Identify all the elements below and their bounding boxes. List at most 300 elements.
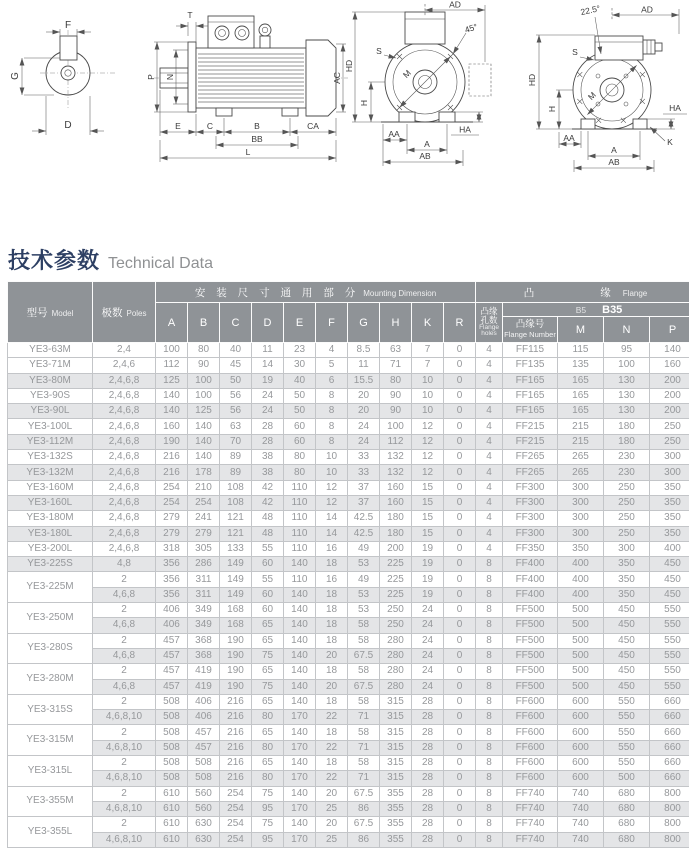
- value-cell: FF300: [503, 526, 558, 541]
- value-cell: 19: [412, 587, 444, 602]
- value-cell: 38: [252, 465, 284, 480]
- value-cell: 457: [188, 740, 220, 755]
- table-row: [8, 603, 689, 618]
- value-cell: 280: [380, 648, 412, 663]
- value-cell: 457: [188, 725, 220, 740]
- model-cell: YE3-315L: [8, 756, 93, 787]
- table-row: [8, 373, 689, 388]
- value-cell: 610: [156, 817, 188, 832]
- dim-label-hd: HD: [527, 74, 537, 86]
- value-cell: 15: [412, 495, 444, 510]
- technical-data-table: [7, 281, 689, 848]
- value-cell: 49: [348, 541, 380, 556]
- value-cell: 30: [284, 358, 316, 373]
- value-cell: 225: [380, 557, 412, 572]
- value-cell: 600: [558, 710, 604, 725]
- model-cell: YE3-280S: [8, 633, 93, 664]
- value-cell: 600: [558, 725, 604, 740]
- value-cell: 8: [476, 740, 503, 755]
- poles-cell: 4,6,8,10: [93, 740, 156, 755]
- poles-cell: 4,6,8,10: [93, 771, 156, 786]
- value-cell: 8: [476, 801, 503, 816]
- value-cell: 450: [604, 603, 650, 618]
- poles-cell: 2,4,6,8: [93, 495, 156, 510]
- table-row: [8, 756, 689, 771]
- poles-cell: 2: [93, 664, 156, 679]
- value-cell: 300: [558, 495, 604, 510]
- value-cell: 10: [316, 465, 348, 480]
- terminal-box: [595, 36, 643, 60]
- dim-label-ab: AB: [608, 157, 620, 167]
- value-cell: 8: [476, 648, 503, 663]
- value-cell: 65: [252, 633, 284, 648]
- value-cell: 170: [284, 740, 316, 755]
- dim-label-hd: HD: [344, 60, 354, 72]
- value-cell: 230: [604, 465, 650, 480]
- value-cell: FF115: [503, 343, 558, 358]
- value-cell: 315: [380, 694, 412, 709]
- value-cell: 180: [380, 526, 412, 541]
- value-cell: 250: [604, 526, 650, 541]
- value-cell: 140: [284, 817, 316, 832]
- value-cell: 610: [156, 832, 188, 847]
- value-cell: 406: [156, 618, 188, 633]
- value-cell: 311: [188, 587, 220, 602]
- value-cell: 58: [348, 618, 380, 633]
- value-cell: 8: [476, 725, 503, 740]
- header-dim-f: F: [316, 303, 348, 343]
- header-dim-n: N: [604, 317, 650, 343]
- value-cell: 7: [412, 343, 444, 358]
- value-cell: 254: [220, 786, 252, 801]
- header-dim-d: D: [252, 303, 284, 343]
- value-cell: 8: [316, 434, 348, 449]
- value-cell: 58: [348, 664, 380, 679]
- value-cell: 15: [412, 511, 444, 526]
- value-cell: 0: [444, 526, 476, 541]
- value-cell: 160: [380, 495, 412, 510]
- value-cell: 140: [284, 679, 316, 694]
- poles-cell: 2,4,6,8: [93, 404, 156, 419]
- value-cell: 8: [476, 832, 503, 847]
- value-cell: 0: [444, 648, 476, 663]
- value-cell: 22: [316, 740, 348, 755]
- value-cell: 216: [220, 771, 252, 786]
- value-cell: 0: [444, 541, 476, 556]
- side-conduit-box: [469, 64, 491, 96]
- dim-label-b: B: [254, 121, 260, 131]
- value-cell: 115: [558, 343, 604, 358]
- value-cell: 65: [252, 694, 284, 709]
- value-cell: 254: [220, 801, 252, 816]
- value-cell: 60: [284, 419, 316, 434]
- dim-label-e: E: [175, 121, 181, 131]
- value-cell: 67.5: [348, 679, 380, 694]
- value-cell: 140: [284, 618, 316, 633]
- value-cell: 550: [604, 740, 650, 755]
- value-cell: 600: [558, 756, 604, 771]
- value-cell: FF600: [503, 740, 558, 755]
- value-cell: 180: [604, 434, 650, 449]
- header-flange-holes-cn1: 凸缘: [476, 307, 502, 316]
- value-cell: 500: [558, 679, 604, 694]
- value-cell: 80: [252, 771, 284, 786]
- value-cell: 65: [252, 725, 284, 740]
- poles-cell: 2: [93, 694, 156, 709]
- value-cell: 65: [252, 664, 284, 679]
- value-cell: FF600: [503, 771, 558, 786]
- dim-label-ca: CA: [307, 121, 319, 131]
- value-cell: 140: [650, 343, 689, 358]
- value-cell: 400: [558, 557, 604, 572]
- header-flange-cn1: 凸: [524, 287, 535, 299]
- value-cell: 28: [412, 801, 444, 816]
- value-cell: 740: [558, 786, 604, 801]
- value-cell: FF300: [503, 480, 558, 495]
- value-cell: 33: [348, 450, 380, 465]
- value-cell: 508: [156, 756, 188, 771]
- value-cell: 450: [650, 587, 689, 602]
- value-cell: 12: [412, 450, 444, 465]
- value-cell: 24: [412, 679, 444, 694]
- value-cell: 350: [650, 526, 689, 541]
- value-cell: 419: [188, 679, 220, 694]
- value-cell: 38: [252, 450, 284, 465]
- value-cell: 279: [156, 511, 188, 526]
- value-cell: 42.5: [348, 526, 380, 541]
- value-cell: FF500: [503, 664, 558, 679]
- table-header: [8, 282, 689, 343]
- value-cell: 630: [188, 832, 220, 847]
- value-cell: 24: [412, 664, 444, 679]
- value-cell: 318: [156, 541, 188, 556]
- value-cell: 140: [156, 404, 188, 419]
- value-cell: 508: [188, 756, 220, 771]
- value-cell: 160: [650, 358, 689, 373]
- value-cell: 10: [412, 373, 444, 388]
- value-cell: 25: [316, 832, 348, 847]
- value-cell: 311: [188, 572, 220, 587]
- value-cell: FF300: [503, 495, 558, 510]
- value-cell: 49: [348, 572, 380, 587]
- dim-label-l: L: [246, 147, 251, 157]
- dim-label-f: F: [65, 20, 71, 31]
- value-cell: 0: [444, 694, 476, 709]
- value-cell: 200: [650, 404, 689, 419]
- value-cell: 216: [220, 725, 252, 740]
- dim-label-k: K: [667, 137, 673, 147]
- value-cell: 0: [444, 511, 476, 526]
- value-cell: 24: [412, 618, 444, 633]
- value-cell: 112: [380, 434, 412, 449]
- value-cell: 560: [188, 786, 220, 801]
- value-cell: 200: [650, 373, 689, 388]
- value-cell: 450: [650, 572, 689, 587]
- value-cell: 216: [156, 450, 188, 465]
- table-row: [8, 480, 689, 495]
- value-cell: 457: [156, 633, 188, 648]
- header-dim-k: K: [412, 303, 444, 343]
- value-cell: 18: [316, 664, 348, 679]
- value-cell: 305: [188, 541, 220, 556]
- value-cell: 56: [220, 388, 252, 403]
- value-cell: 250: [650, 434, 689, 449]
- value-cell: 0: [444, 679, 476, 694]
- value-cell: 740: [558, 832, 604, 847]
- value-cell: 90: [380, 388, 412, 403]
- value-cell: 300: [650, 450, 689, 465]
- poles-cell: 4,6,8,10: [93, 832, 156, 847]
- foot-left: [399, 112, 415, 122]
- value-cell: 250: [380, 603, 412, 618]
- value-cell: 19: [252, 373, 284, 388]
- value-cell: 12: [412, 419, 444, 434]
- header-dim-a: A: [156, 303, 188, 343]
- poles-cell: 2,4,6,8: [93, 373, 156, 388]
- value-cell: 90: [188, 358, 220, 373]
- value-cell: 20: [316, 648, 348, 663]
- header-flange-number-en: Flange Number: [503, 331, 557, 339]
- table-row: [8, 557, 689, 572]
- value-cell: 500: [558, 664, 604, 679]
- table-row: [8, 786, 689, 801]
- value-cell: FF740: [503, 817, 558, 832]
- poles-cell: 2,4: [93, 343, 156, 358]
- header-dim-e: E: [284, 303, 316, 343]
- value-cell: 680: [604, 832, 650, 847]
- value-cell: 60: [252, 587, 284, 602]
- value-cell: 500: [558, 633, 604, 648]
- value-cell: 740: [558, 801, 604, 816]
- value-cell: 200: [380, 541, 412, 556]
- value-cell: 4: [476, 343, 503, 358]
- model-cell: YE3-315M: [8, 725, 93, 756]
- value-cell: 500: [604, 771, 650, 786]
- value-cell: 53: [348, 557, 380, 572]
- value-cell: 280: [380, 664, 412, 679]
- table-row: [8, 343, 689, 358]
- value-cell: 800: [650, 832, 689, 847]
- model-cell: YE3-160L: [8, 495, 93, 510]
- value-cell: 0: [444, 404, 476, 419]
- value-cell: 20: [348, 388, 380, 403]
- value-cell: 50: [220, 373, 252, 388]
- value-cell: 660: [650, 694, 689, 709]
- angle-label-45: 45°: [463, 21, 478, 34]
- value-cell: FF500: [503, 648, 558, 663]
- value-cell: 610: [156, 786, 188, 801]
- value-cell: 4: [476, 404, 503, 419]
- dim-label-t: T: [187, 10, 192, 20]
- value-cell: 170: [284, 832, 316, 847]
- value-cell: 0: [444, 557, 476, 572]
- dim-label-ac: AC: [332, 72, 342, 84]
- value-cell: 0: [444, 388, 476, 403]
- value-cell: 63: [220, 419, 252, 434]
- value-cell: 660: [650, 771, 689, 786]
- table-row: [8, 450, 689, 465]
- table-row: [8, 679, 689, 694]
- value-cell: 50: [284, 404, 316, 419]
- value-cell: 65: [252, 618, 284, 633]
- value-cell: 315: [380, 710, 412, 725]
- header-flange-holes: [476, 303, 503, 343]
- side-view: [146, 4, 351, 179]
- value-cell: 28: [412, 771, 444, 786]
- value-cell: 71: [380, 358, 412, 373]
- value-cell: 350: [558, 541, 604, 556]
- header-flange-holes-cn2: 孔数: [476, 316, 502, 325]
- value-cell: 550: [650, 618, 689, 633]
- value-cell: 28: [252, 434, 284, 449]
- value-cell: 190: [220, 633, 252, 648]
- value-cell: 660: [650, 725, 689, 740]
- value-cell: FF600: [503, 694, 558, 709]
- value-cell: 450: [604, 679, 650, 694]
- value-cell: 450: [604, 633, 650, 648]
- header-model: [8, 282, 93, 343]
- value-cell: 8: [476, 771, 503, 786]
- table-row: [8, 388, 689, 403]
- value-cell: 0: [444, 832, 476, 847]
- value-cell: 18: [316, 694, 348, 709]
- value-cell: 280: [380, 633, 412, 648]
- value-cell: 140: [284, 786, 316, 801]
- dim-label-n: N: [165, 74, 175, 80]
- value-cell: 600: [558, 771, 604, 786]
- value-cell: 216: [220, 740, 252, 755]
- value-cell: 250: [380, 618, 412, 633]
- value-cell: 660: [650, 740, 689, 755]
- model-cell: YE3-200L: [8, 541, 93, 556]
- table-row: [8, 664, 689, 679]
- model-cell: YE3-355M: [8, 786, 93, 817]
- table-row: [8, 419, 689, 434]
- value-cell: 18: [316, 725, 348, 740]
- value-cell: 28: [412, 786, 444, 801]
- value-cell: 419: [188, 664, 220, 679]
- header-mounting-cn: 安 装 尺 寸 通 用 部 分: [195, 287, 359, 299]
- value-cell: 180: [380, 511, 412, 526]
- value-cell: 130: [604, 388, 650, 403]
- value-cell: 250: [604, 495, 650, 510]
- value-cell: 160: [156, 419, 188, 434]
- value-cell: 40: [284, 373, 316, 388]
- value-cell: 300: [558, 480, 604, 495]
- header-dim-p: P: [650, 317, 689, 343]
- value-cell: 0: [444, 633, 476, 648]
- value-cell: 20: [316, 786, 348, 801]
- value-cell: 0: [444, 373, 476, 388]
- value-cell: 0: [444, 465, 476, 480]
- value-cell: 22: [316, 771, 348, 786]
- header-dim-m: M: [558, 317, 604, 343]
- value-cell: 8: [316, 388, 348, 403]
- value-cell: 86: [348, 801, 380, 816]
- header-mounting-dimension: [156, 282, 476, 303]
- header-flange-number: [503, 317, 558, 343]
- table-row: [8, 358, 689, 373]
- value-cell: 265: [558, 465, 604, 480]
- dim-label-bb: BB: [251, 134, 263, 144]
- value-cell: 89: [220, 450, 252, 465]
- dim-label-ad: AD: [641, 5, 653, 15]
- value-cell: 457: [156, 664, 188, 679]
- value-cell: 110: [284, 572, 316, 587]
- poles-cell: 4,6,8,10: [93, 710, 156, 725]
- header-dim-h: H: [380, 303, 412, 343]
- lifting-eye: [259, 24, 271, 36]
- dim-label-s: S: [376, 46, 382, 56]
- value-cell: 110: [284, 526, 316, 541]
- foot-left: [581, 119, 595, 129]
- poles-cell: 2,4,6,8: [93, 480, 156, 495]
- value-cell: 8: [316, 419, 348, 434]
- value-cell: 121: [220, 526, 252, 541]
- value-cell: 8: [476, 557, 503, 572]
- value-cell: 0: [444, 343, 476, 358]
- value-cell: 24: [412, 603, 444, 618]
- table-row: [8, 618, 689, 633]
- value-cell: 8: [476, 664, 503, 679]
- value-cell: 24: [412, 633, 444, 648]
- value-cell: 600: [558, 694, 604, 709]
- value-cell: 42: [252, 480, 284, 495]
- value-cell: 355: [380, 786, 412, 801]
- value-cell: 28: [412, 832, 444, 847]
- value-cell: 254: [220, 817, 252, 832]
- dim-label-m: M: [586, 90, 598, 102]
- value-cell: 12: [412, 434, 444, 449]
- value-cell: 48: [252, 511, 284, 526]
- value-cell: 279: [188, 526, 220, 541]
- value-cell: FF215: [503, 434, 558, 449]
- value-cell: 168: [220, 603, 252, 618]
- poles-cell: 4,8: [93, 557, 156, 572]
- value-cell: 500: [558, 603, 604, 618]
- value-cell: 660: [650, 710, 689, 725]
- table-row: [8, 817, 689, 832]
- value-cell: 350: [604, 572, 650, 587]
- value-cell: 28: [412, 694, 444, 709]
- poles-cell: 4,6,8: [93, 648, 156, 663]
- value-cell: FF265: [503, 465, 558, 480]
- value-cell: 254: [188, 495, 220, 510]
- value-cell: 355: [380, 801, 412, 816]
- b35-front-view: [517, 2, 689, 174]
- angle-label-22-5: 22.5°: [580, 3, 602, 17]
- value-cell: 50: [284, 388, 316, 403]
- value-cell: 8: [476, 603, 503, 618]
- value-cell: 250: [604, 511, 650, 526]
- value-cell: 14: [316, 511, 348, 526]
- value-cell: 25: [316, 801, 348, 816]
- value-cell: 140: [284, 694, 316, 709]
- poles-cell: 4,6,8,10: [93, 801, 156, 816]
- value-cell: 110: [284, 541, 316, 556]
- value-cell: 125: [156, 373, 188, 388]
- header-poles-en: Poles: [126, 309, 146, 318]
- value-cell: 230: [604, 450, 650, 465]
- value-cell: 355: [380, 832, 412, 847]
- value-cell: 550: [650, 664, 689, 679]
- value-cell: 10: [316, 450, 348, 465]
- poles-cell: 4,6,8: [93, 679, 156, 694]
- value-cell: 280: [380, 679, 412, 694]
- flange-plate: [188, 42, 196, 112]
- value-cell: 349: [188, 603, 220, 618]
- value-cell: 190: [156, 434, 188, 449]
